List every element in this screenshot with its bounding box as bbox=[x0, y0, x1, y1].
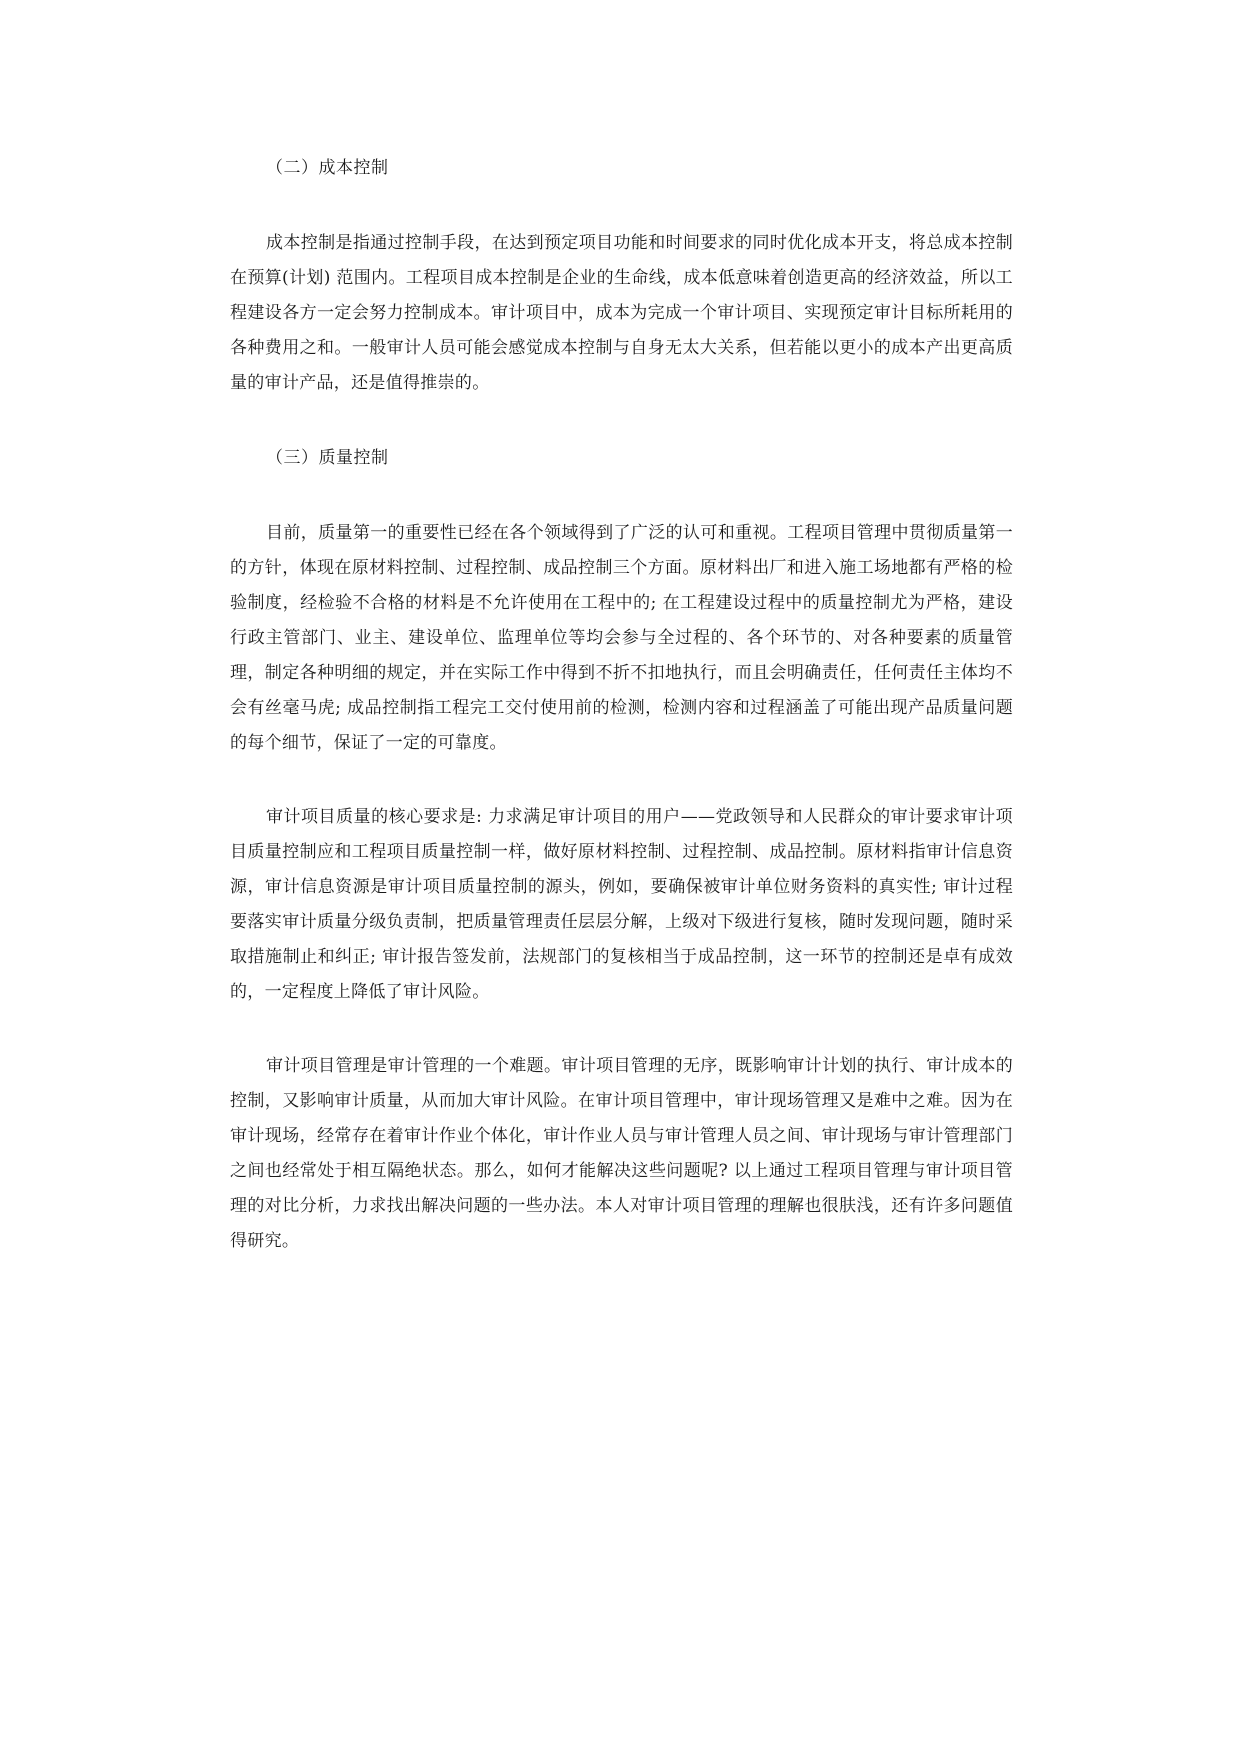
section-heading-cost-control: （二）成本控制 bbox=[266, 158, 389, 178]
spacer bbox=[230, 1010, 1013, 1049]
spacer bbox=[230, 401, 1013, 440]
spacer bbox=[230, 761, 1013, 800]
paragraph-audit-quality: 审计项目质量的核心要求是: 力求满足审计项目的用户——党政领导和人民群众的审计要求审计项目质量控制应和工程项目质量控制一样，做好原材料控制、过程控制、成品控制。原材料指审计信息资源，审计信息资源是审计项目质量控制的源头，例如，要确保被审计单位财务资料的真实性; 审计过程要落实审计质量分级负责制，把质量管理责任层层分解，上级对下级进行复核，随时发现问题，随时采取措施制止和纠正; 审计报告签发前，法规部门的复核相当于成品控制，这一环节的控制还是卓有成效的，一定程度上降低了审计风险。 bbox=[230, 807, 1013, 1002]
spacer bbox=[230, 476, 1013, 516]
paragraph-audit-management: 审计项目管理是审计管理的一个难题。审计项目管理的无序，既影响审计计划的执行、审计成本的控制，又影响审计质量，从而加大审计风险。在审计项目管理中，审计现场管理又是难中之难。因为在审计现场，经常存在着审计作业个体化，审计作业人员与审计管理人员之间、审计现场与审计管理部门之间也经常处于相互隔绝状态。那么，如何才能解决这些问题呢? 以上通过工程项目管理与审计项目管理的对比分析，力求找出解决问题的一些办法。本人对审计项目管理的理解也很肤浅，还有许多问题值得研究。 bbox=[230, 1056, 1013, 1251]
spacer bbox=[230, 186, 1013, 226]
paragraph-quality-first: 目前，质量第一的重要性已经在各个领域得到了广泛的认可和重视。工程项目管理中贯彻质量第一的方针，体现在原材料控制、过程控制、成品控制三个方面。原材料出厂和进入施工场地都有严格的检验制度，经检验不合格的材料是不允许使用在工程中的; 在工程建设过程中的质量控制尤为严格，建设行政主管部门、业主、建设单位、监理单位等均会参与全过程的、各个环节的、对各种要素的质量管理，制定各种明细的规定，并在实际工作中得到不折不扣地执行，而且会明确责任，任何责任主体均不会有丝毫马虎; 成品控制指工程完工交付使用前的检测，检测内容和过程涵盖了可能出现产品质量问题的每个细节，保证了一定的可靠度。 bbox=[230, 523, 1013, 753]
document-body bbox=[230, 150, 1013, 1259]
section-heading-quality-control: （三）质量控制 bbox=[266, 448, 389, 468]
paragraph-cost-control: 成本控制是指通过控制手段，在达到预定项目功能和时间要求的同时优化成本开支，将总成本控制在预算(计划) 范围内。工程项目成本控制是企业的生命线，成本低意味着创造更高的经济效益，所以工程建设各方一定会努力控制成本。审计项目中，成本为完成一个审计项目、实现预定审计目标所耗用的各种费用之和。一般审计人员可能会感觉成本控制与自身无太大关系，但若能以更小的成本产出更高质量的审计产品，还是值得推崇的。 bbox=[230, 233, 1013, 393]
